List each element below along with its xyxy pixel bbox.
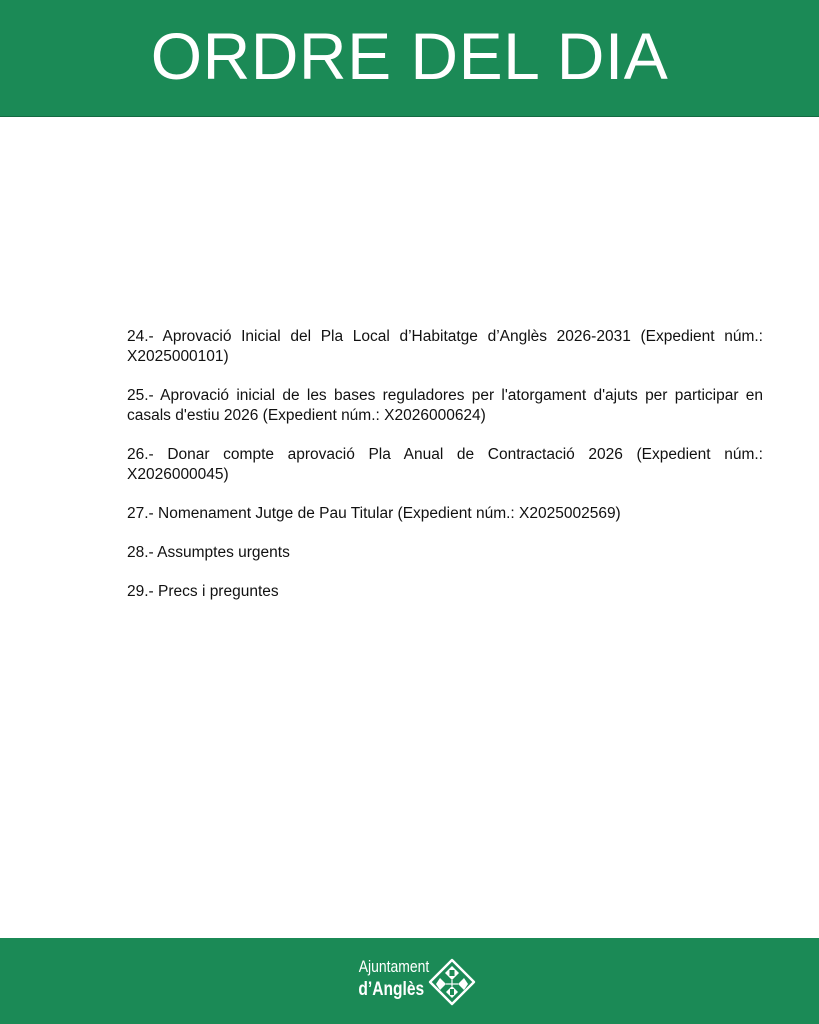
agenda-item: 24.- Aprovació Inicial del Pla Local d’Habitatge d’Anglès 2026-2031 (Expedient núm.: X2025000101) (127, 328, 763, 365)
agenda-item: 27.- Nomenament Jutge de Pau Titular (Expedient núm.: X2025002569) (127, 505, 621, 522)
agenda-item: 26.- Donar compte aprovació Pla Anual de Contractació 2026 (Expedient núm.: X2026000045) (127, 446, 763, 483)
header-banner (0, 0, 819, 117)
logo-text-angles: d’Anglès (358, 979, 425, 1000)
agenda-item: 28.- Assumptes urgents (127, 544, 290, 561)
agenda-item: 25.- Aprovació inicial de les bases reguladores per l'atorgament d'ajuts per participar en casals d'estiu 2026 (Expedient núm.: X2026000624) (127, 387, 763, 424)
municipal-shield-icon (428, 958, 476, 1006)
page-title: ORDRE DEL DIA (150, 19, 669, 93)
logo-text-ajuntament: Ajuntament (358, 957, 430, 976)
agenda-list (127, 327, 763, 621)
agenda-item: 29.- Precs i preguntes (127, 583, 279, 600)
ajuntament-logo (344, 956, 479, 1008)
